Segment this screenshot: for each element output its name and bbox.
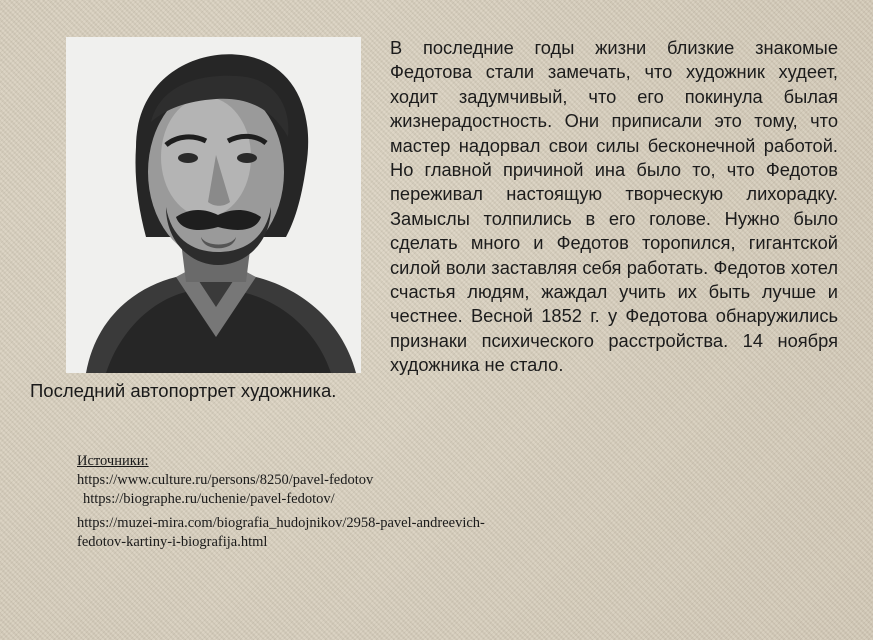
sources-title: Источники:	[77, 453, 149, 469]
biography-text: В последние годы жизни близкие знакомые Федотова стали замечать, что художник худеет, ходит задумчивый, что его покинула былая жизнерадостность. Они приписали это тому, что мастер надорвал свои силы бесконечной работой. Но главной причиной ина было то, что Федотов переживал настоящую творческую лихорадку. Замыслы толпились в его голове. Нужно было сделать много и Федотов торопился, гигантской силой воли заставляя себя работать. Федотов хотел счастья людям, жаждал учить их быть лучше и честнее. Весной 1852 г. у Федотова обнаружились признаки психического расстройства. 14 ноября художника не стало.	[390, 37, 838, 376]
source-link-culture[interactable]: https://www.culture.ru/persons/8250/pavel-fedotov	[77, 472, 374, 488]
portrait-image	[66, 37, 361, 373]
portrait-caption: Последний автопортрет художника.	[30, 380, 337, 401]
source-link-biographe[interactable]: https://biographe.ru/uchenie/pavel-fedotov/	[83, 491, 335, 507]
source-link-muzei-mira[interactable]: https://muzei-mira.com/biografia_hudojnikov/2958-pavel-andreevich-fedotov-kartiny-i-biografija.html	[77, 515, 485, 550]
sources-block	[77, 452, 497, 552]
